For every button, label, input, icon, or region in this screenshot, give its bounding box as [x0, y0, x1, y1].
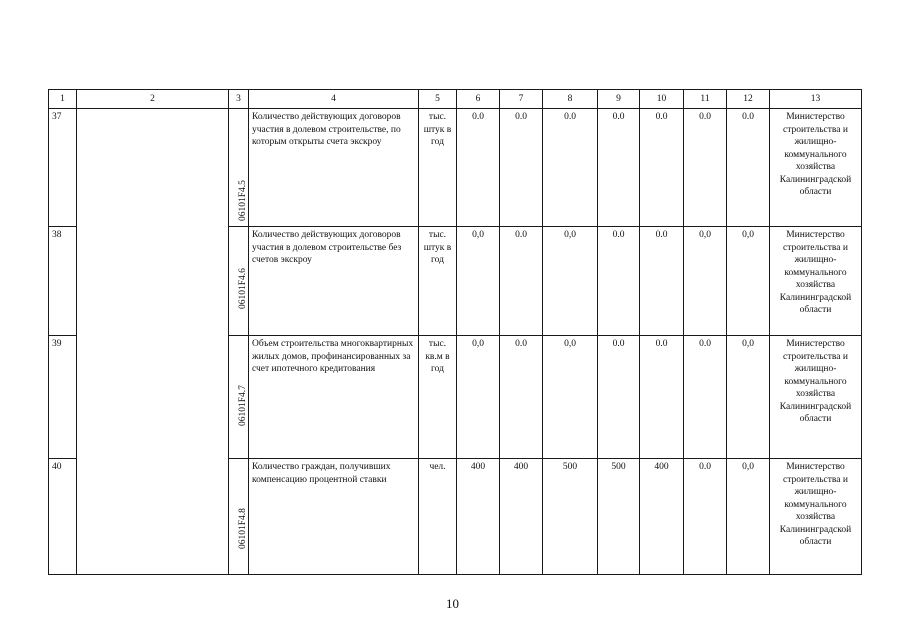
indicator-code-cell: [229, 336, 249, 459]
value-cell: 400: [500, 459, 543, 575]
header-cell: 3: [229, 90, 249, 109]
value-cell: 0.0: [598, 336, 640, 459]
indicator-code-cell: [229, 459, 249, 575]
value-cell: 0,0: [543, 227, 598, 336]
indicator-code-svg: [232, 229, 249, 333]
header-cell: 6: [457, 90, 500, 109]
header-cell: 1: [49, 90, 77, 109]
table-header-row: [49, 90, 862, 109]
indicator-code: 06101F4.5: [238, 180, 248, 221]
header-cell: 7: [500, 90, 543, 109]
header-cell: 13: [770, 90, 862, 109]
unit-cell: тыс. штук в год: [419, 109, 457, 227]
unit-cell: тыс. кв.м в год: [419, 336, 457, 459]
value-cell: 0,0: [457, 227, 500, 336]
header-cell: 4: [249, 90, 419, 109]
value-cell: 0.0: [640, 109, 684, 227]
value-cell: 0,0: [727, 336, 770, 459]
responsible-org: Министерство строительства и жилищно-коммунального хозяйства Калининградской области: [770, 227, 862, 336]
group-cell: [77, 109, 229, 575]
header-cell: 11: [684, 90, 727, 109]
value-cell: 0.0: [640, 336, 684, 459]
header-cell: 9: [598, 90, 640, 109]
value-cell: 500: [598, 459, 640, 575]
unit-cell: тыс. штук в год: [419, 227, 457, 336]
indicator-code: 06101F4.8: [238, 508, 248, 549]
responsible-org: Министерство строительства и жилищно-коммунального хозяйства Калининградской области: [770, 459, 862, 575]
row-number: 39: [49, 336, 77, 459]
value-cell: 400: [640, 459, 684, 575]
value-cell: 0.0: [500, 109, 543, 227]
header-cell: 10: [640, 90, 684, 109]
value-cell: 0.0: [684, 109, 727, 227]
indicator-code-svg: [232, 111, 249, 224]
value-cell: 0,0: [684, 227, 727, 336]
value-cell: 0.0: [500, 227, 543, 336]
value-cell: 0,0: [457, 336, 500, 459]
indicator-name: Объем строительства многоквартирных жилых домов, профинансированных за счет ипотечного кредитования: [249, 336, 419, 459]
indicator-code: 06101F4.7: [238, 385, 248, 426]
indicator-code-svg: [232, 338, 249, 456]
value-cell: 0,0: [727, 459, 770, 575]
header-cell: 5: [419, 90, 457, 109]
value-cell: 0,0: [727, 227, 770, 336]
indicator-code: 06101F4.6: [238, 268, 248, 309]
value-cell: 0.0: [640, 227, 684, 336]
value-cell: 0.0: [500, 336, 543, 459]
header-cell: 2: [77, 90, 229, 109]
value-cell: 400: [457, 459, 500, 575]
data-table: [48, 89, 862, 575]
value-cell: 0.0: [684, 336, 727, 459]
header-cell: 12: [727, 90, 770, 109]
indicator-name: Количество действующих договоров участия в долевом строительстве, по которым открыты счета экскроу: [249, 109, 419, 227]
responsible-org: Министерство строительства и жилищно-коммунального хозяйства Калининградской области: [770, 109, 862, 227]
value-cell: 0.0: [684, 459, 727, 575]
indicator-code-cell: [229, 109, 249, 227]
header-cell: 8: [543, 90, 598, 109]
value-cell: 0.0: [727, 109, 770, 227]
indicator-code-svg: [232, 461, 249, 572]
responsible-org: Министерство строительства и жилищно-коммунального хозяйства Калининградской области: [770, 336, 862, 459]
page-number: 10: [446, 596, 459, 611]
value-cell: 0,0: [543, 336, 598, 459]
value-cell: 500: [543, 459, 598, 575]
indicator-code-cell: [229, 227, 249, 336]
value-cell: 0.0: [598, 109, 640, 227]
table-row: [49, 109, 862, 227]
indicator-name: Количество действующих договоров участия в долевом строительстве без счетов экскроу: [249, 227, 419, 336]
row-number: 37: [49, 109, 77, 227]
value-cell: 0.0: [457, 109, 500, 227]
unit-cell: чел.: [419, 459, 457, 575]
value-cell: 0.0: [598, 227, 640, 336]
row-number: 40: [49, 459, 77, 575]
row-number: 38: [49, 227, 77, 336]
indicator-name: Количество граждан, получивших компенсацию процентной ставки: [249, 459, 419, 575]
value-cell: 0.0: [543, 109, 598, 227]
